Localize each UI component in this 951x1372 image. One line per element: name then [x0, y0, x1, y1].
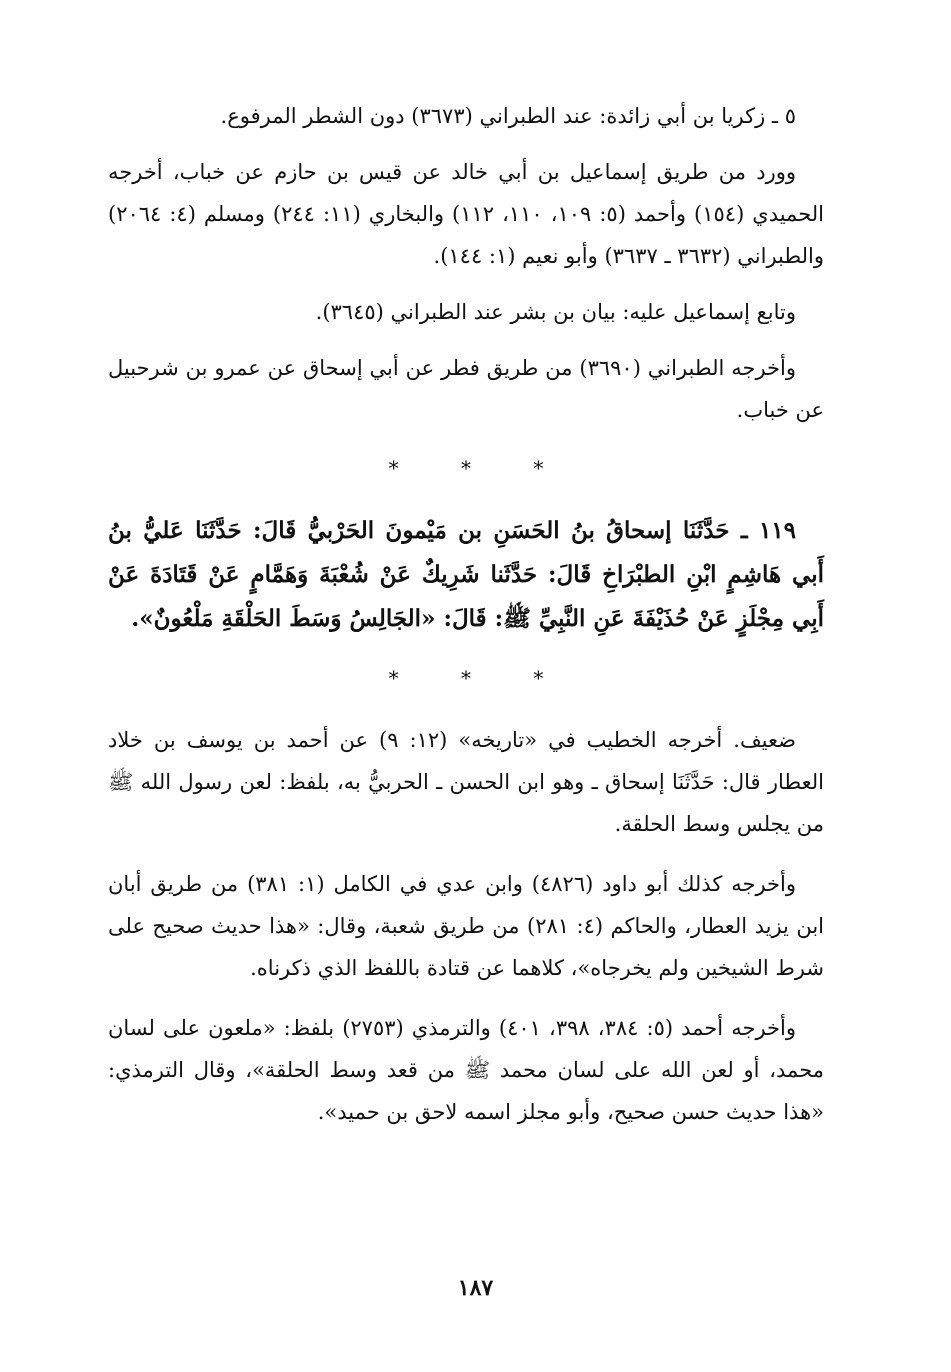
section-separator-top: * * *	[388, 456, 572, 480]
page-number: ١٨٧	[457, 1275, 494, 1301]
paragraph-bayan-followup: وتابع إسماعيل عليه: بيان بن بشر عند الطبراني (٣٦٤٥).	[315, 300, 796, 324]
paragraph-zakariya: ٥ ـ زكريا بن أبي زائدة: عند الطبراني (٣٦٧٣) دون الشطر المرفوع.	[220, 104, 796, 128]
commentary-grading: ضعيف. أخرجه الخطيب في «تاريخه» (١٢: ٩) عن أحمد بن يوسف بن خلاد العطار قال: حَدَّثَنَا إسحاق ـ وهو ابن الحسن ـ الحربيُّ به، بلفظ: لعن رسول الله ﷺ من يجلس وسط الحلقة.	[108, 728, 824, 836]
text-column	[108, 95, 824, 1133]
paragraph-ismail-route: وورد من طريق إسماعيل بن أبي خالد عن قيس بن حازم عن خباب، أخرجه الحميدي (١٥٤) وأحمد (٥: ١٠٩، ١١٠، ١١٢) والبخاري (١١: ٢٤٤) ومسلم (٤: ٢٠٦٤) والطبراني (٣٦٣٢ ـ ٣٦٣٧) وأبو نعيم (١: ١٤٤).	[108, 160, 824, 268]
hadith-119-text: ١١٩ ـ حَدَّثَنَا إسحاقُ بنُ الحَسَنِ بن مَيْمونَ الحَرْبيُّ قَالَ: حَدَّثَنَا عَليُّ بنُ أَبي هَاشِمٍ ابْنِ الطبْرَاخِ قَالَ: حَدَّثَنا شَرِيكٌ عَنْ شُعْبَةَ وَهَمَّامٍ عَنْ قَتَادَةَ عَنْ أَبِي مِجْلَزٍ عَنْ حُذَيْفَةَ عَنِ النَّبِيِّ ﷺ: قَالَ: «الجَالِسُ وَسَطَ الحَلْقَةِ مَلْعُونٌ».	[108, 517, 824, 632]
paragraph-tabarani-fitr: وأخرجه الطبراني (٣٦٩٠) من طريق فطر عن أبي إسحاق عن عمرو بن شرحبيل عن خباب.	[108, 356, 824, 422]
commentary-ahmad-tirmidhi: وأخرجه أحمد (٥: ٣٨٤، ٣٩٨، ٤٠١) والترمذي (٢٧٥٣) بلفظ: «ملعون على لسان محمد، أو لعن الله على لسان محمد ﷺ من قعد وسط الحلقة»، وقال الترمذي: «هذا حديث حسن صحيح، وأبو مجلز اسمه لاحق بن حميد».	[108, 1016, 824, 1124]
section-separator-bottom: * * *	[388, 666, 572, 690]
commentary-abu-dawud: وأخرجه كذلك أبو داود (٤٨٢٦) وابن عدي في الكامل (١: ٣٨١) من طريق أبان ابن يزيد العطار، والحاكم (٤: ٢٨١) من طريق شعبة، وقال: «هذا حديث صحيح على شرط الشيخين ولم يخرجاه»، كلاهما عن قتادة باللفظ الذي ذكرناه.	[108, 872, 824, 980]
